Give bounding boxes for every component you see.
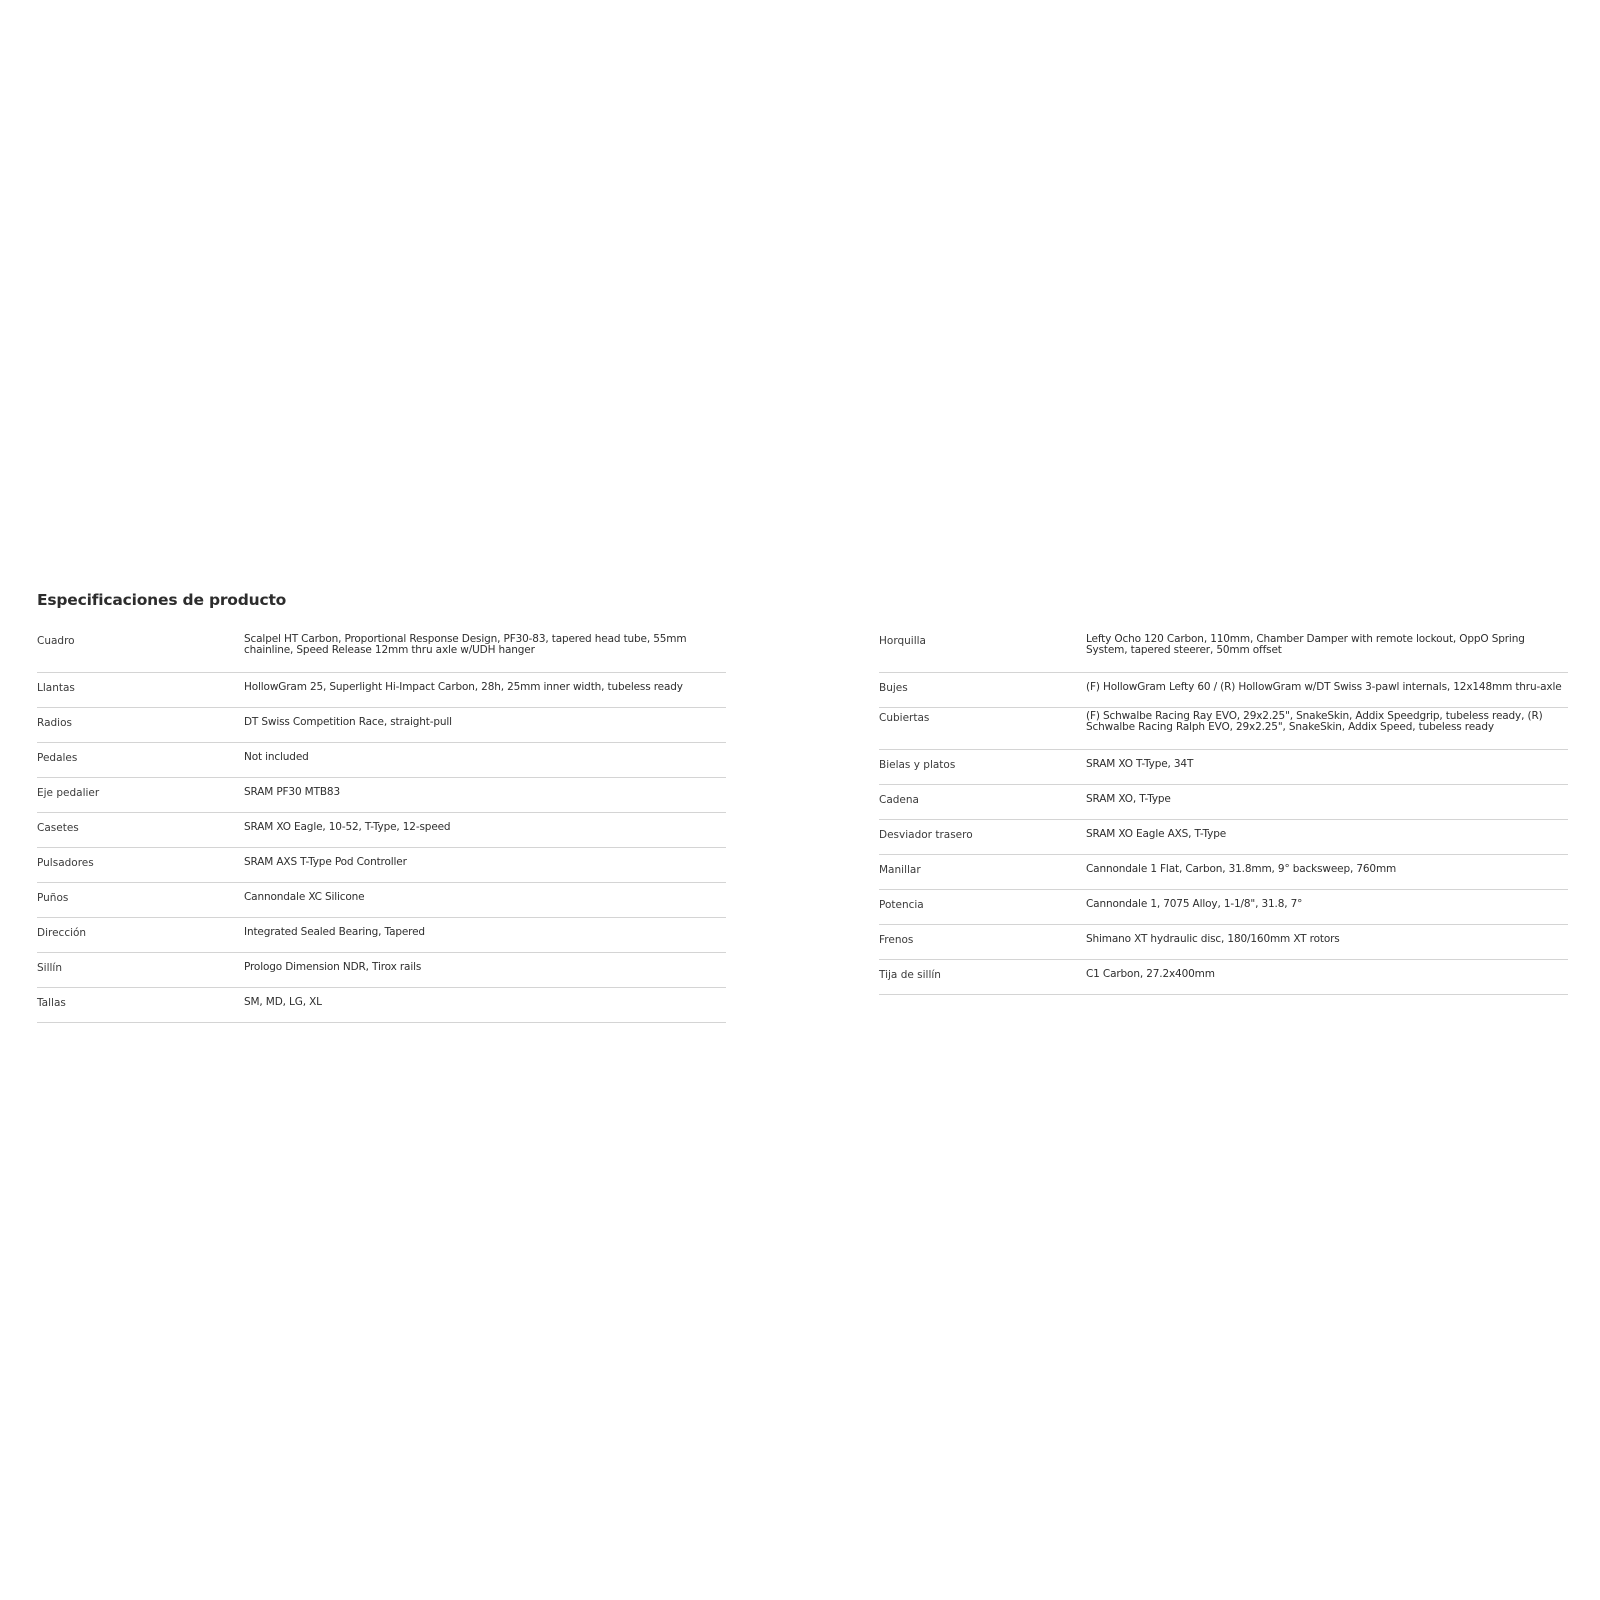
spec-label: Tija de sillín xyxy=(879,969,941,981)
spec-row xyxy=(879,925,1568,960)
spec-value: (F) HollowGram Lefty 60 / (R) HollowGram w/DT Swiss 3-pawl internals, 12x148mm thru-axle xyxy=(1086,681,1562,693)
spec-row xyxy=(37,988,726,1023)
spec-value: Prologo Dimension NDR, Tirox rails xyxy=(244,961,422,973)
spec-row xyxy=(37,883,726,918)
spec-value: SRAM XO T-Type, 34T xyxy=(1086,758,1194,770)
spec-label: Cuadro xyxy=(37,635,75,647)
spec-value: SRAM PF30 MTB83 xyxy=(244,786,340,798)
spec-row xyxy=(37,778,726,813)
spec-value: SRAM XO Eagle AXS, T-Type xyxy=(1086,828,1227,840)
spec-row xyxy=(879,855,1568,890)
specs-column-left xyxy=(37,631,726,1023)
spec-label: Eje pedalier xyxy=(37,787,100,799)
spec-value: Cannondale 1 Flat, Carbon, 31.8mm, 9° backsweep, 760mm xyxy=(1086,863,1397,875)
spec-label: Pedales xyxy=(37,752,78,764)
spec-value: C1 Carbon, 27.2x400mm xyxy=(1086,968,1215,980)
spec-label: Pulsadores xyxy=(37,857,94,869)
spec-row xyxy=(879,820,1568,855)
spec-row xyxy=(37,953,726,988)
spec-row xyxy=(879,960,1568,995)
spec-value: Integrated Sealed Bearing, Tapered xyxy=(244,926,425,938)
spec-row xyxy=(37,631,726,673)
spec-row xyxy=(879,673,1568,708)
spec-row xyxy=(37,673,726,708)
spec-label: Potencia xyxy=(879,899,924,911)
spec-label: Casetes xyxy=(37,822,79,834)
spec-value: SRAM XO, T-Type xyxy=(1086,793,1171,805)
spec-label: Puños xyxy=(37,892,69,904)
spec-label: Dirección xyxy=(37,927,87,939)
spec-label: Horquilla xyxy=(879,635,926,647)
spec-row xyxy=(879,785,1568,820)
spec-value: (F) Schwalbe Racing Ray EVO, 29x2.25", SnakeSkin, Addix Speedgrip, tubeless ready, (R) Schwalbe Racing Ralph EVO, 29x2.25", SnakeSkin, Addix Speed, tubeless ready xyxy=(1086,710,1543,733)
specs-column-right xyxy=(879,631,1568,995)
spec-row xyxy=(37,708,726,743)
spec-value: Not included xyxy=(244,751,309,763)
spec-label: Manillar xyxy=(879,864,921,876)
spec-label: Radios xyxy=(37,717,72,729)
spec-value: Shimano XT hydraulic disc, 180/160mm XT rotors xyxy=(1086,933,1340,945)
spec-row xyxy=(879,708,1568,750)
spec-value: DT Swiss Competition Race, straight-pull xyxy=(244,716,452,728)
spec-label: Cubiertas xyxy=(879,712,930,724)
spec-label: Cadena xyxy=(879,794,919,806)
spec-label: Desviador trasero xyxy=(879,829,973,841)
spec-row xyxy=(37,743,726,778)
spec-value: Cannondale 1, 7075 Alloy, 1-1/8", 31.8, 7° xyxy=(1086,898,1303,910)
spec-label: Sillín xyxy=(37,962,62,974)
spec-value: SM, MD, LG, XL xyxy=(244,996,322,1008)
spec-value: Lefty Ocho 120 Carbon, 110mm, Chamber Damper with remote lockout, OppO Spring System, tapered steerer, 50mm offset xyxy=(1086,633,1525,656)
spec-row xyxy=(37,813,726,848)
spec-row xyxy=(37,848,726,883)
spec-label: Bujes xyxy=(879,682,908,694)
spec-row xyxy=(879,631,1568,673)
spec-label: Tallas xyxy=(37,997,66,1009)
spec-value: SRAM AXS T-Type Pod Controller xyxy=(244,856,407,868)
spec-value: SRAM XO Eagle, 10-52, T-Type, 12-speed xyxy=(244,821,451,833)
spec-row xyxy=(879,890,1568,925)
spec-value: HollowGram 25, Superlight Hi-Impact Carbon, 28h, 25mm inner width, tubeless ready xyxy=(244,681,683,693)
spec-row xyxy=(879,750,1568,785)
product-specifications xyxy=(37,590,1567,1009)
specs-title: Especificaciones de producto xyxy=(37,591,287,609)
spec-label: Bielas y platos xyxy=(879,759,956,771)
spec-label: Llantas xyxy=(37,682,75,694)
spec-row xyxy=(37,918,726,953)
spec-value: Scalpel HT Carbon, Proportional Response Design, PF30-83, tapered head tube, 55mm chainline, Speed Release 12mm thru axle w/UDH hanger xyxy=(244,633,687,656)
spec-value: Cannondale XC Silicone xyxy=(244,891,365,903)
spec-label: Frenos xyxy=(879,934,914,946)
